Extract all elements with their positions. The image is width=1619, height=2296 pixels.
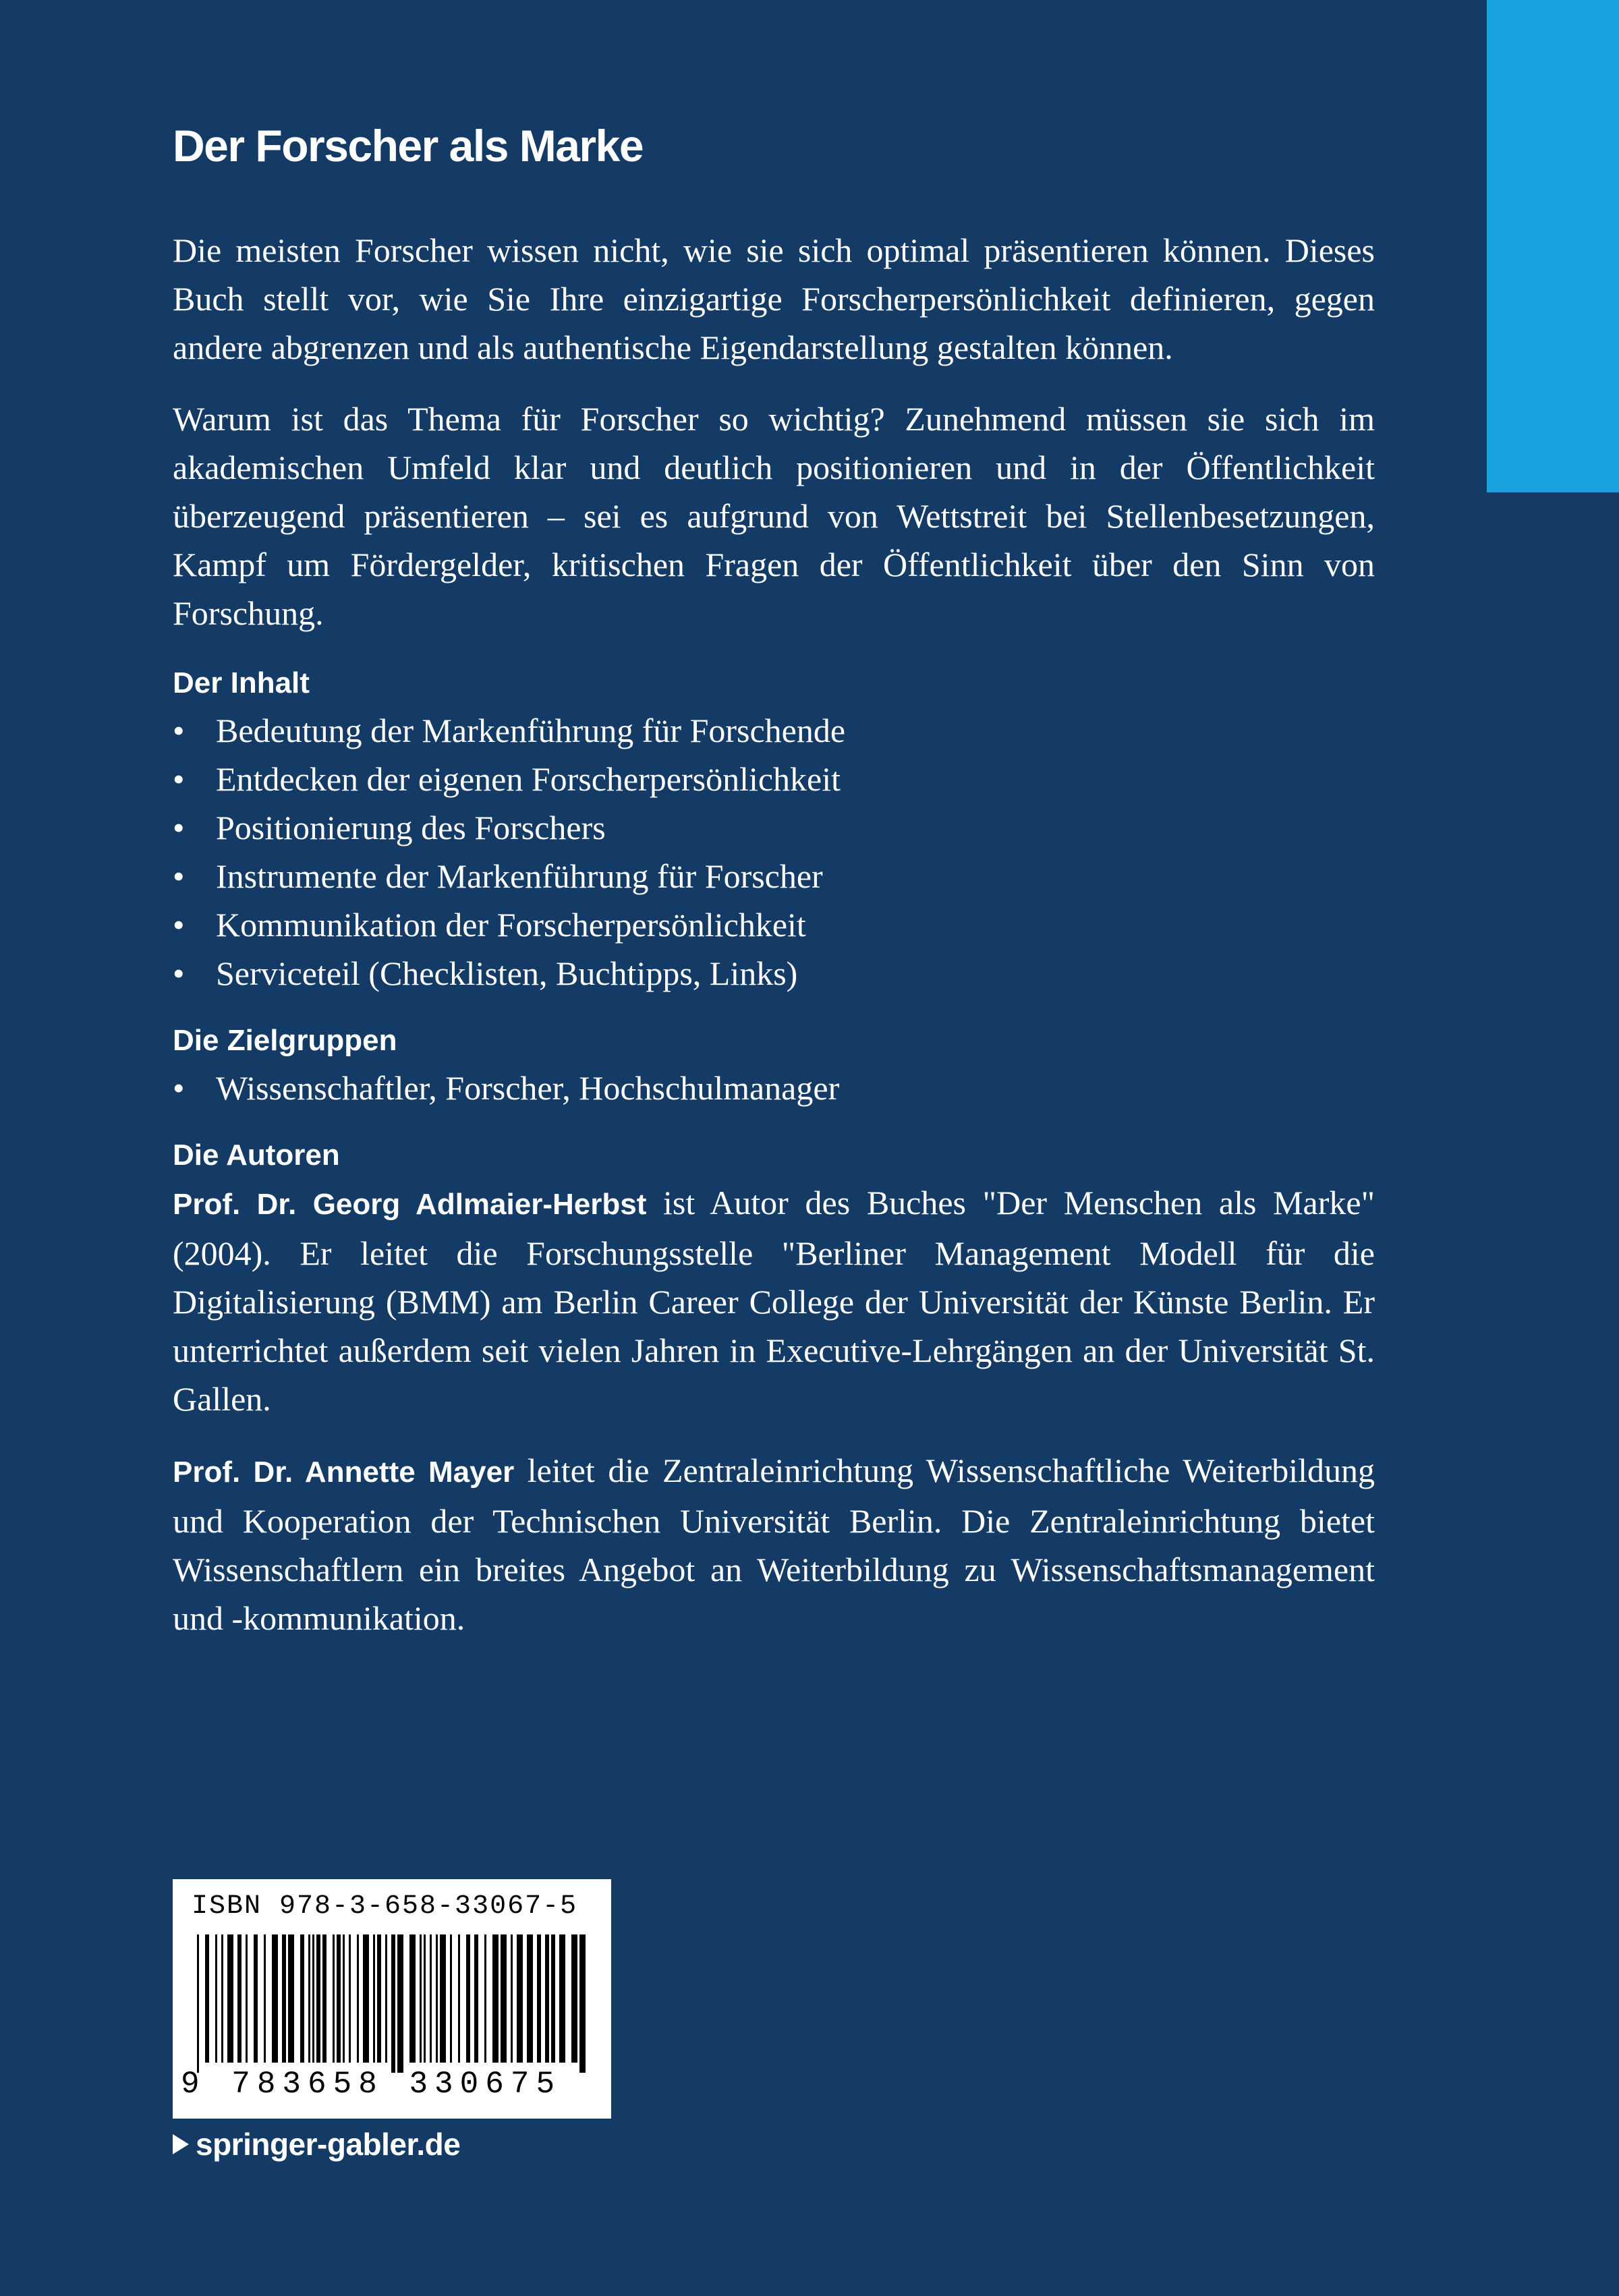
barcode-bar xyxy=(300,1934,304,2063)
list-item: • Positionierung des Forschers xyxy=(173,803,1375,852)
barcode-bar xyxy=(343,1934,345,2063)
barcode-bar xyxy=(221,1934,223,2063)
barcode-bar xyxy=(440,1934,446,2063)
barcode-bar xyxy=(308,1934,310,2063)
barcode-bar xyxy=(197,1934,199,2073)
barcode-bar xyxy=(227,1934,233,2063)
barcode-bars xyxy=(197,1934,588,2073)
barcode-bar xyxy=(420,1934,422,2063)
intro-paragraph-1: Die meisten Forscher wissen nicht, wie sie sich optimal präsentieren können. Dieses Buch stellt vor, wie Sie Ihre einzigartige Forscherpersönlichkeit definieren, gegen andere abgrenzen und als authentische Eigendarstellung gestalten können. xyxy=(173,231,1375,366)
list-item: • Kommunikation der Forscherpersönlichkeit xyxy=(173,900,1375,949)
barcode-bar xyxy=(571,1934,577,2063)
barcode-bar xyxy=(349,1934,351,2063)
barcode-bar xyxy=(511,1934,513,2063)
barcode-bar xyxy=(424,1934,426,2063)
barcode-bar xyxy=(357,1934,359,2063)
authors-heading: Die Autoren xyxy=(173,1139,340,1172)
barcode-bar xyxy=(559,1934,565,2063)
list-item: • Entdecken der eigenen Forscherpersönlichkeit xyxy=(173,755,1375,803)
barcode-bar xyxy=(517,1934,523,2063)
barcode-bar xyxy=(363,1934,369,2063)
barcode-bar xyxy=(377,1934,381,2063)
barcode-bar xyxy=(373,1934,375,2063)
isbn-barcode xyxy=(173,1879,611,2119)
website-link[interactable] xyxy=(173,2126,460,2162)
barcode-bar xyxy=(237,1934,242,2063)
barcode-bar xyxy=(537,1934,541,2063)
barcode-bar xyxy=(579,1934,586,2073)
barcode-bar xyxy=(484,1934,486,2063)
intro-paragraph-2: Warum ist das Thema für Forscher so wichtig? Zunehmend müssen sie sich im akademischen Umfeld klar und deutlich positionieren und in der Öffentlichkeit überzeugend präsentieren – sei es aufgrund von Wettstreit bei Stellenbesetzungen, Kampf um Fördergelder, kritischen Fragen der Öffentlichkeit über den Sinn von Forschung. xyxy=(173,400,1375,632)
list-item: • Wissenschaftler, Forscher, Hochschulmanager xyxy=(173,1064,1375,1112)
barcode-bar xyxy=(333,1934,335,2063)
barcode-bar xyxy=(436,1934,438,2063)
author-2-bio xyxy=(173,1446,1375,1642)
barcode-bar xyxy=(264,1934,266,2063)
barcode-bar xyxy=(458,1934,460,2063)
list-item: • Serviceteil (Checklisten, Buchtipps, Links) xyxy=(173,949,1375,998)
barcode-bar xyxy=(430,1934,432,2063)
accent-bar xyxy=(1487,0,1619,492)
barcode-bar xyxy=(282,1934,286,2063)
author-1-name: Prof. Dr. Georg Adlmaier-Herbst xyxy=(173,1188,647,1221)
author-1-bio xyxy=(173,1178,1375,1423)
barcode-bar xyxy=(391,1934,395,2073)
isbn-label: ISBN 978-3-658-33067-5 xyxy=(192,1891,578,1922)
barcode-bar xyxy=(501,1934,507,2063)
list-item: • Instrumente der Markenführung für Forscher xyxy=(173,852,1375,900)
barcode-bar xyxy=(246,1934,248,2063)
barcode-bar xyxy=(322,1934,326,2063)
audience-list xyxy=(173,1064,1375,1112)
barcode-bar xyxy=(288,1934,294,2063)
barcode-bar xyxy=(272,1934,278,2063)
barcode-bar xyxy=(337,1934,341,2063)
website-label: springer-gabler.de xyxy=(196,2127,461,2162)
barcode-bar xyxy=(466,1934,470,2063)
barcode-bar xyxy=(474,1934,478,2063)
barcode-bar xyxy=(545,1934,549,2063)
barcode-bar xyxy=(492,1934,499,2063)
barcode-bar xyxy=(254,1934,258,2063)
barcode-bar xyxy=(312,1934,314,2063)
barcode-bar xyxy=(205,1934,209,2063)
author-1-text: ist Autor des Buches "Der Menschen als Marke" (2004). Er leitet die Forschungsstelle "Berliner Management Modell für die Digitalisierung (BMM) am Berlin Career College der Universität der Künste Berlin. Er unterrichtet außerdem seit vielen Jahren in Executive-Lehrgängen an der Universität St. Gallen. xyxy=(173,1184,1375,1418)
barcode-bar xyxy=(316,1934,320,2063)
barcode-bar xyxy=(450,1934,452,2063)
contents-heading: Der Inhalt xyxy=(173,666,310,699)
book-title: Der Forscher als Marke xyxy=(173,121,644,171)
barcode-digits: 9 783658 330675 xyxy=(181,2067,562,2102)
author-2-name: Prof. Dr. Annette Mayer xyxy=(173,1456,515,1489)
barcode-bar xyxy=(397,1934,403,2073)
back-cover-text xyxy=(173,226,1375,1665)
barcode-bar xyxy=(215,1934,217,2063)
audience-heading: Die Zielgruppen xyxy=(173,1024,397,1057)
contents-list xyxy=(173,706,1375,998)
author-2-text: leitet die Zentraleinrichtung Wissenschaftliche Weiterbildung und Kooperation der Technischen Universität Berlin. Die Zentraleinrichtung bietet Wissenschaftlern ein breites Angebot an Weiterbildung zu Wissenschaftsmanagement und -kommunikation. xyxy=(173,1452,1375,1637)
arrow-icon xyxy=(173,2134,189,2154)
barcode-bar xyxy=(527,1934,533,2063)
list-item: • Bedeutung der Markenführung für Forschende xyxy=(173,706,1375,755)
barcode-bar xyxy=(409,1934,416,2063)
barcode-bar xyxy=(551,1934,555,2063)
barcode-bar xyxy=(385,1934,387,2063)
